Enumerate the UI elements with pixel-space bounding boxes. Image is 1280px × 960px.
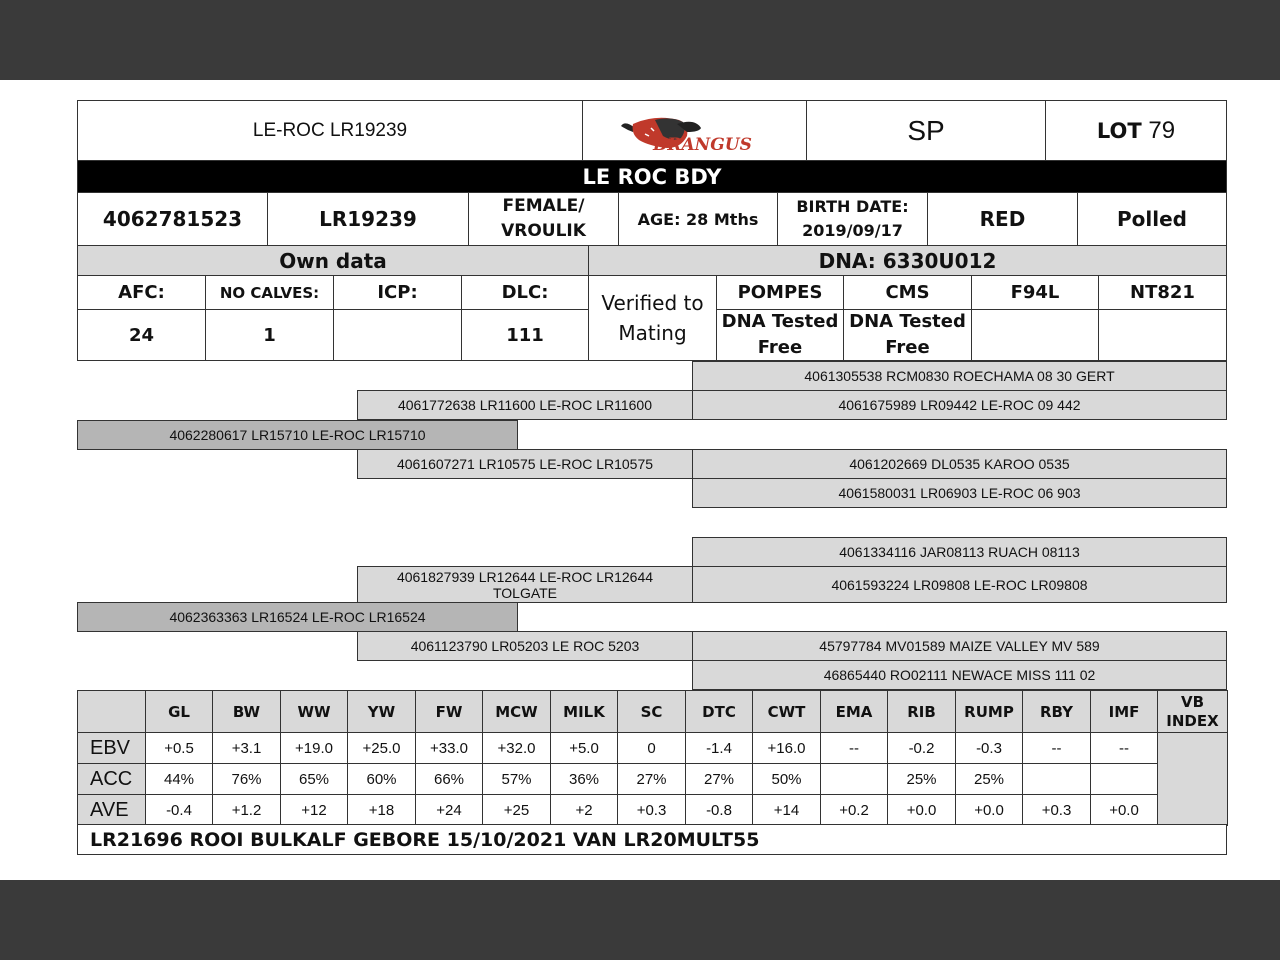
ebv-value-cell: +24 [416, 795, 483, 826]
pedigree-text: 4061334116 JAR08113 RUACH 08113 [839, 544, 1080, 560]
ebv-value-cell: +32.0 [483, 733, 551, 764]
ebv-value-cell: +19.0 [281, 733, 348, 764]
ebv-value-cell: 66% [416, 764, 483, 795]
pedigree-sire-ggs [692, 361, 1227, 391]
ebv-row-label: ACC [78, 764, 146, 795]
ebv-value-cell: 57% [483, 764, 551, 795]
pedigree-dam [77, 602, 518, 632]
info-sex-text: FEMALE/ VROULIK [501, 196, 586, 241]
bull-head-icon [615, 106, 775, 156]
ebv-row-label: AVE [78, 795, 146, 826]
pompes-header [716, 275, 844, 310]
birth-label: BIRTH DATE: [796, 197, 909, 216]
ebv-header-cell: CWT [753, 691, 821, 733]
afc-label: AFC: [118, 282, 165, 303]
pedigree-text: 4061827939 LR12644 LE-ROC LR12644 TOLGATE [396, 568, 654, 601]
ebv-header-cell: DTC [686, 691, 753, 733]
title-bar [77, 160, 1227, 193]
dlc-header [461, 275, 589, 310]
pedigree-text: 4061305538 RCM0830 ROECHAMA 08 30 GERT [804, 368, 1115, 384]
ebv-header-cell: IMF [1091, 691, 1158, 733]
info-horn [1077, 192, 1227, 246]
pedigree-text: 4061772638 LR11600 LE-ROC LR11600 [397, 397, 652, 413]
ebv-value-cell: -0.8 [686, 795, 753, 826]
ebv-value-cell: +0.0 [1091, 795, 1158, 826]
ebv-header-cell: RUMP [956, 691, 1023, 733]
ebv-value-cell: 25% [888, 764, 956, 795]
own-data-label: Own data [279, 248, 387, 273]
birth-date: 2019/09/17 [802, 221, 903, 240]
afc-value [77, 309, 206, 361]
ebv-value-cell: 65% [281, 764, 348, 795]
dna-header [588, 245, 1227, 276]
ebv-header-cell: RBY [1023, 691, 1091, 733]
cms-value [843, 309, 972, 361]
vb-index-cell [1158, 733, 1228, 826]
info-horn-text: Polled [1117, 207, 1187, 231]
pedigree-text: 45797784 MV01589 MAIZE VALLEY MV 589 [819, 638, 1100, 654]
info-age-text: AGE: 28 Mths [637, 209, 759, 229]
ebv-value-cell: +5.0 [551, 733, 618, 764]
icp-value [333, 309, 462, 361]
catalogue-sheet [0, 80, 1280, 880]
pedigree-sire [77, 420, 518, 450]
ebv-value-cell: +0.3 [618, 795, 686, 826]
ebv-value-cell: +3.1 [213, 733, 281, 764]
ebv-header-cell: RIB [888, 691, 956, 733]
ebv-value-cell: 44% [146, 764, 213, 795]
ebv-value-cell [821, 764, 888, 795]
own-data-header [77, 245, 589, 276]
ebv-header-cell: VB INDEX [1158, 691, 1228, 733]
calves-header [205, 275, 334, 310]
calves-value-text: 1 [263, 324, 276, 346]
ebv-value-cell: 27% [686, 764, 753, 795]
pedigree-dam-gdd [692, 660, 1227, 690]
ebv-header-cell: GL [146, 691, 213, 733]
calves-value [205, 309, 334, 361]
cms-value-text: DNA Tested Free [849, 311, 966, 358]
info-sex [468, 192, 619, 246]
animal-name [77, 100, 583, 161]
ebv-value-cell: -0.4 [146, 795, 213, 826]
cms-label: CMS [885, 282, 930, 303]
pedigree-sire-gdd [692, 478, 1227, 508]
ebv-value-cell: +0.0 [956, 795, 1023, 826]
ebv-value-cell: 36% [551, 764, 618, 795]
pompes-value [716, 309, 844, 361]
ebv-value-cell: +0.5 [146, 733, 213, 764]
pedigree-dam-gs [357, 566, 693, 603]
pedigree-sire-gs [357, 390, 693, 420]
lot-number: 79 [1148, 116, 1176, 144]
ebv-header-row [78, 691, 1228, 733]
icp-label: ICP: [377, 282, 418, 303]
ebv-value-cell: +0.3 [1023, 795, 1091, 826]
pedigree-text: 4061580031 LR06903 LE-ROC 06 903 [838, 485, 1081, 501]
f94l-label: F94L [1010, 282, 1060, 303]
ebv-header-cell: SC [618, 691, 686, 733]
verified-text: Verified to Mating [601, 291, 704, 345]
pedigree-dam-gds [692, 631, 1227, 661]
pedigree-dam-gd [357, 631, 693, 661]
pedigree-sire-gd [357, 449, 693, 479]
verified-cell [588, 275, 717, 361]
lot-cell [1045, 100, 1227, 161]
ebv-row-ave [78, 795, 1228, 826]
ebv-header-cell: BW [213, 691, 281, 733]
ebv-value-cell: +12 [281, 795, 348, 826]
dna-label: DNA: 6330U012 [818, 248, 997, 273]
ebv-header-cell: FW [416, 691, 483, 733]
f94l-header [971, 275, 1099, 310]
ebv-value-cell: +25 [483, 795, 551, 826]
ebv-row-ebv [78, 733, 1228, 764]
ebv-value-cell: +0.2 [821, 795, 888, 826]
ebv-value-cell: -0.3 [956, 733, 1023, 764]
footer-text: LR21696 ROOI BULKALF GEBORE 15/10/2021 VAN LR20MULT55 [90, 828, 760, 851]
ebv-value-cell: +16.0 [753, 733, 821, 764]
pedigree-sire-ggd [692, 390, 1227, 420]
ebv-value-cell: 50% [753, 764, 821, 795]
ebv-header-cell: MILK [551, 691, 618, 733]
ebv-value-cell: 76% [213, 764, 281, 795]
afc-value-text: 24 [128, 324, 155, 346]
calves-label: NO CALVES: [219, 283, 320, 302]
ebv-value-cell [1023, 764, 1091, 795]
info-code-text: LR19239 [319, 207, 417, 231]
ebv-header-cell: MCW [483, 691, 551, 733]
pedigree-dam-ggd [692, 566, 1227, 603]
pedigree-text: 4062280617 LR15710 LE-ROC LR15710 [169, 427, 426, 443]
nt821-label: NT821 [1130, 282, 1195, 303]
cms-header [843, 275, 972, 310]
svg-text:BRANGUS: BRANGUS [652, 134, 752, 155]
info-color [927, 192, 1078, 246]
pedigree-text: 4061593224 LR09808 LE-ROC LR09808 [831, 576, 1088, 593]
pedigree-text: 46865440 RO02111 NEWACE MISS 111 02 [823, 667, 1096, 683]
ebv-value-cell: +0.0 [888, 795, 956, 826]
ebv-value-cell: +18 [348, 795, 416, 826]
info-id-text: 4062781523 [102, 207, 243, 231]
ebv-value-cell: -- [1023, 733, 1091, 764]
f94l-value [971, 309, 1099, 361]
pedigree-sire-gds [692, 449, 1227, 479]
ebv-header-cell: YW [348, 691, 416, 733]
pedigree-text: 4061675989 LR09442 LE-ROC 09 442 [838, 397, 1081, 413]
sp-text: SP [907, 114, 945, 146]
ebv-value-cell: +33.0 [416, 733, 483, 764]
ebv-table [77, 690, 1228, 826]
pompes-label: POMPES [737, 282, 823, 303]
ebv-value-cell: -- [1091, 733, 1158, 764]
ebv-header-cell [78, 691, 146, 733]
pedigree-text: 4061202669 DL0535 KAROO 0535 [849, 456, 1070, 472]
ebv-value-cell: +14 [753, 795, 821, 826]
ebv-value-cell: -1.4 [686, 733, 753, 764]
ebv-row-label: EBV [78, 733, 146, 764]
footer-note [77, 824, 1227, 855]
afc-header [77, 275, 206, 310]
pedigree-text: 4061123790 LR05203 LE ROC 5203 [410, 638, 640, 654]
ebv-row-acc [78, 764, 1228, 795]
info-id [77, 192, 268, 246]
ebv-value-cell: +1.2 [213, 795, 281, 826]
ebv-value-cell [1091, 764, 1158, 795]
nt821-value [1098, 309, 1227, 361]
nt821-header [1098, 275, 1227, 310]
pedigree-text: 4061607271 LR10575 LE-ROC LR10575 [396, 456, 654, 472]
ebv-value-cell: 0 [618, 733, 686, 764]
pedigree-text: 4062363363 LR16524 LE-ROC LR16524 [169, 609, 426, 625]
ebv-value-cell: 60% [348, 764, 416, 795]
icp-header [333, 275, 462, 310]
dlc-label: DLC: [501, 282, 549, 303]
lot-label: LOT [1096, 118, 1142, 143]
ebv-value-cell: -0.2 [888, 733, 956, 764]
ebv-value-cell: -- [821, 733, 888, 764]
info-code [267, 192, 469, 246]
info-age [618, 192, 778, 246]
info-birth [777, 192, 928, 246]
dlc-value [461, 309, 589, 361]
info-color-text: RED [979, 207, 1026, 231]
dlc-value-text: 111 [506, 324, 544, 346]
animal-name-text: LE-ROC LR19239 [252, 119, 408, 141]
brangus-logo [582, 100, 807, 161]
ebv-value-cell: +2 [551, 795, 618, 826]
title-text: LE ROC BDY [582, 164, 722, 189]
ebv-value-cell: 27% [618, 764, 686, 795]
ebv-value-cell: +25.0 [348, 733, 416, 764]
pedigree-dam-ggs [692, 537, 1227, 567]
ebv-value-cell: 25% [956, 764, 1023, 795]
sp-cell [806, 100, 1046, 161]
pompes-value-text: DNA Tested Free [721, 311, 839, 358]
ebv-header-cell: WW [281, 691, 348, 733]
ebv-header-cell: EMA [821, 691, 888, 733]
